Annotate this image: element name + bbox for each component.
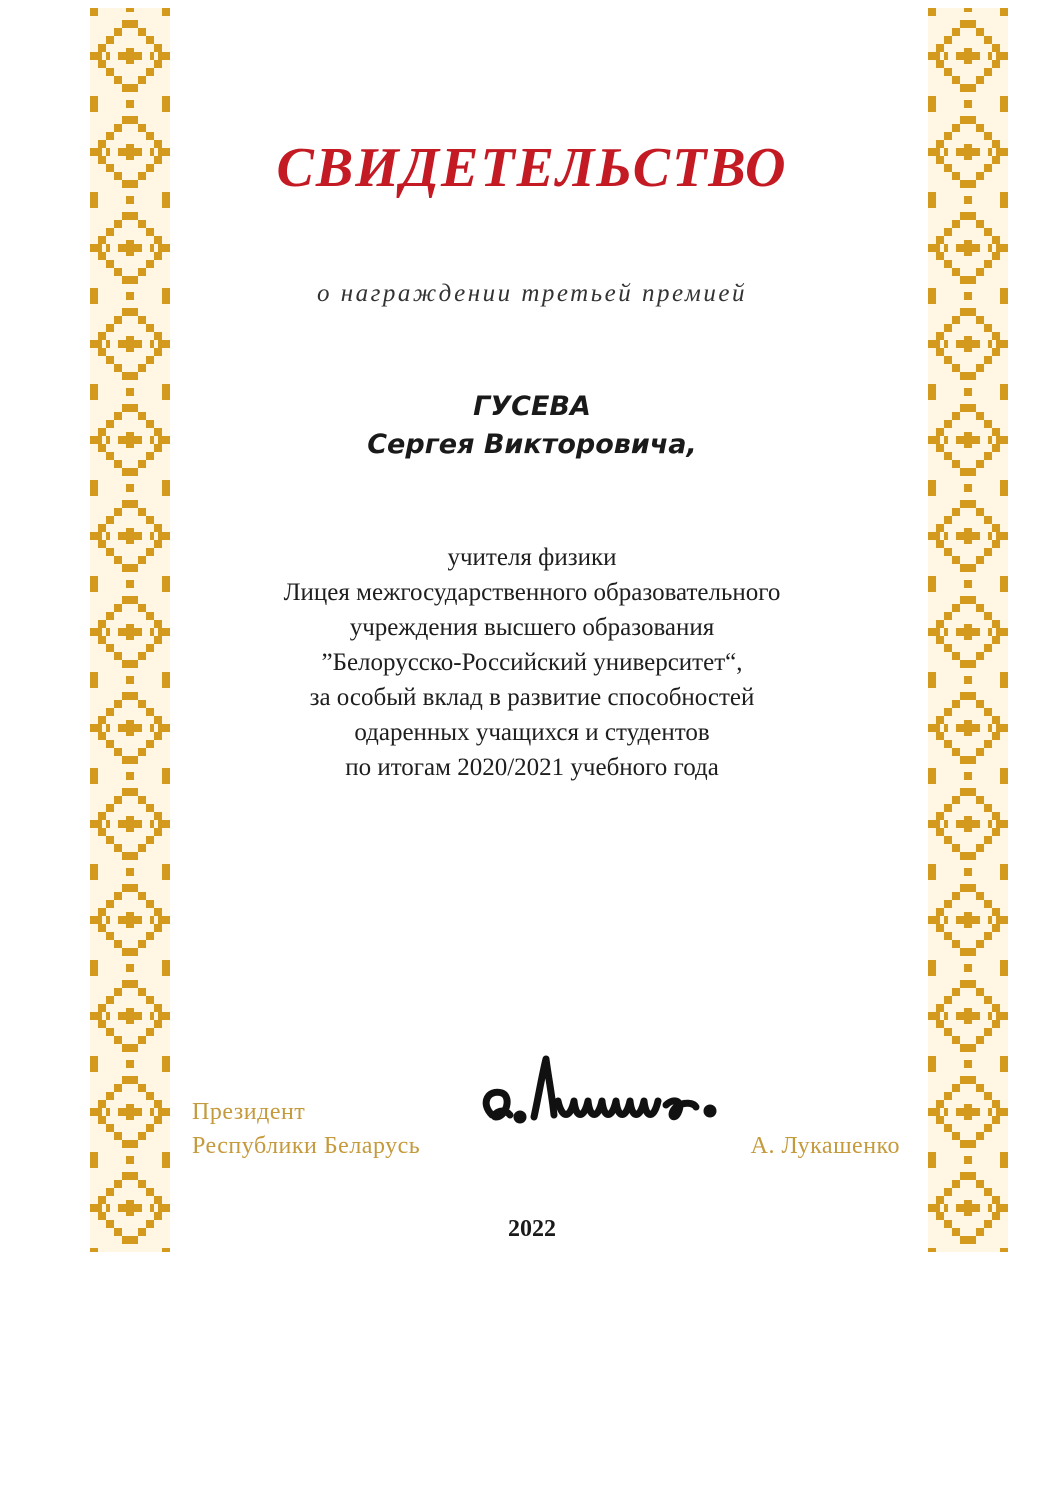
body-line: учителя физики	[447, 544, 617, 571]
signatory-title	[192, 1095, 420, 1163]
body-line: одаренных учащихся и студентов	[354, 719, 710, 746]
recipient-block	[150, 388, 914, 464]
right-ornament-border	[928, 8, 1008, 1252]
recipient-surname: ГУСЕВА	[473, 391, 591, 422]
signatory-name: А. Лукашенко	[750, 1133, 900, 1159]
award-subtitle: о награждении третьей премией	[317, 280, 747, 307]
handwritten-signature	[462, 1045, 742, 1140]
signatory-title-line: Республики Беларусь	[192, 1133, 421, 1159]
certificate-year: 2022	[508, 1216, 556, 1242]
body-line: ”Белорусско-Российский университет“,	[321, 649, 743, 676]
body-line: по итогам 2020/2021 учебного года	[345, 754, 719, 781]
certificate-title: СВИДЕТЕЛЬСТВО	[276, 137, 788, 199]
body-line: Лицея межгосударственного образовательного	[283, 579, 781, 606]
signatory-title-line: Президент	[192, 1099, 306, 1125]
award-body	[150, 540, 914, 785]
recipient-name: Сергея Викторовича,	[367, 429, 697, 460]
body-line: за особый вклад в развитие способностей	[309, 684, 755, 711]
body-line: учреждения высшего образования	[349, 614, 715, 641]
